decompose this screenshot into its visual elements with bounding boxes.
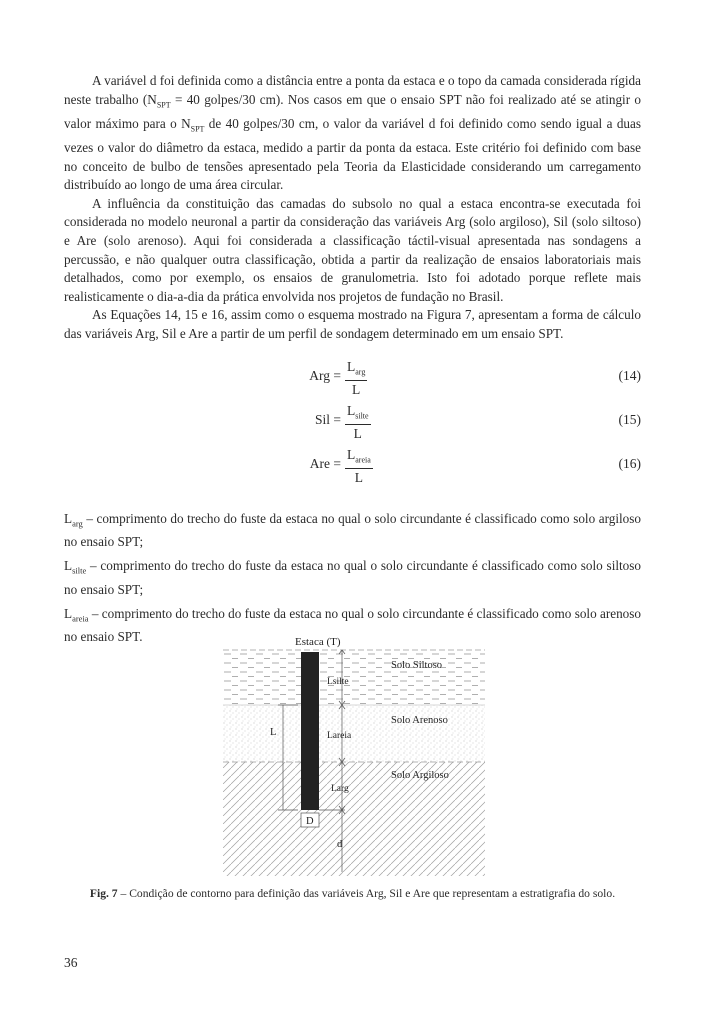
paragraph-soil-influence: A influência da constituição das camadas do subsolo no qual a estaca encontra-se executada foi considerada no modelo neuronal a partir da consideração das variáveis Arg (solo argiloso), Sil (solo siltoso) e Are (solo arenoso). Aqui foi considerada a classificação táctil-visual apresentada nas sondagens a percussão, e não qualquer outra classificação, obtida a partir da realização de ensaios laboratoriais mais detalhados, como por exemplo, os ensaios de granulometria. Isto foi adotado porque reflete mais realisticamente o dia-a-dia da prática envolvida nos projetos de fundação no Brasil. xyxy=(64,195,641,304)
paragraph-variable-d: A variável d foi definida como a distância entre a ponta da estaca e o topo da camada considerada rígida neste trabalho ($N_{SPT} = 40$ golpes/30 cm). Nos casos em que o ensaio SPT não foi realizado até se atingir o valor máximo para o $N_{SPT}$ de 40 golpes/30 cm, o valor da variável d foi definido como sendo igual a duas vezes o valor do diâmetro da estaca, medido a partir da ponta da estaca. Este critério foi definido com base no conceito de bulbo de tensões apresentado pela Teoria da Elasticidade considerando um carregamento distribuído ao longo de uma área circular. xyxy=(64,73,642,193)
equation-lhs: Are = xyxy=(309,455,341,471)
equation-fraction: $L_{silte}$ L xyxy=(347,402,369,442)
equation-lhs: Arg = xyxy=(309,367,341,383)
soil-profile-diagram xyxy=(223,632,485,876)
label-L: L xyxy=(270,727,277,738)
equation-16 xyxy=(64,446,641,486)
equation-15 xyxy=(64,402,641,442)
silt-layer xyxy=(223,650,485,705)
page-number: 36 xyxy=(64,955,78,970)
equation-fraction: $L_{areia}$ L xyxy=(347,446,371,486)
pile-label: Estaca (T) xyxy=(295,636,341,648)
label-D: D xyxy=(306,816,314,827)
silt-layer-label: Solo Siltoso xyxy=(391,660,443,671)
figure-caption: Fig. 7 – Condição de contorno para definição das variáveis Arg, Sil e Are que representam a estratigrafia do solo. xyxy=(89,887,616,900)
definition-larg: $L_{arg}$ – comprimento do trecho do fuste da estaca no qual o solo circundante é classificado como solo argiloso no ensaio SPT; xyxy=(64,510,641,549)
definitions-list xyxy=(64,510,641,647)
soil-profile-figure xyxy=(223,632,485,876)
paragraph-equations-intro: As Equações 14, 15 e 16, assim como o esquema mostrado na Figura 7, apresentam a forma de cálculo das variáveis Arg, Sil e Are a partir de um perfil de sondagem determinado em um ensaio SPT. xyxy=(64,307,641,341)
clay-layer-label: Solo Argiloso xyxy=(391,770,449,781)
sand-layer-label: Solo Arenoso xyxy=(391,715,448,726)
page-body xyxy=(64,72,641,653)
equation-number: (16) xyxy=(618,455,641,471)
sand-layer xyxy=(223,705,485,762)
equation-number: (15) xyxy=(618,411,641,427)
equation-fraction: $L_{arg}$ L xyxy=(347,358,366,398)
label-d: d xyxy=(337,839,343,850)
equation-14 xyxy=(64,358,641,398)
equation-number: (14) xyxy=(618,367,641,383)
equation-lhs: Sil = xyxy=(315,411,341,427)
label-lareia: Lareia xyxy=(327,731,352,741)
equations-block xyxy=(64,358,641,498)
label-lsilte: Lsilte xyxy=(327,677,349,687)
label-larg: Larg xyxy=(331,784,349,794)
pile-shaft xyxy=(301,652,319,810)
definition-lareia: $L_{areia}$ – comprimento do trecho do fuste da estaca no qual o solo circundante é classificado como solo arenoso no ensaio SPT. xyxy=(64,606,641,645)
definition-lsilte: $L_{silte}$ – comprimento do trecho do fuste da estaca no qual o solo circundante é classificado como solo siltoso no ensaio SPT; xyxy=(64,558,641,597)
